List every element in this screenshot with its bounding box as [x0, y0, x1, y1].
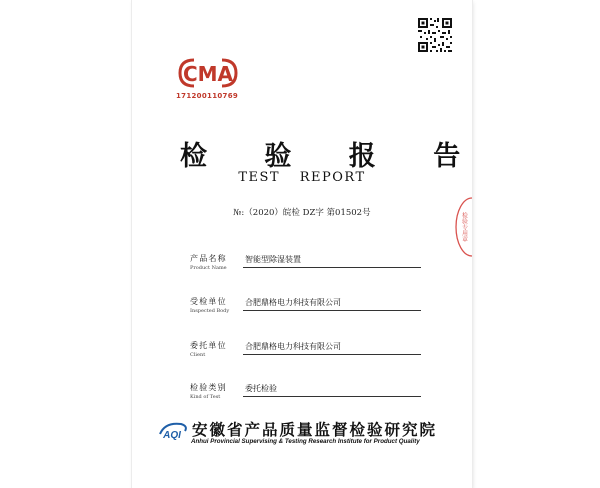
report-cover-page — [132, 0, 485, 488]
cma-certificate-number: 171200110769 — [176, 92, 239, 100]
field-label-en: Kind of Test — [190, 394, 221, 400]
field-client — [190, 340, 440, 366]
field-label: 检验类别 — [190, 383, 227, 392]
field-product-name — [190, 253, 440, 279]
field-inspected-body — [190, 296, 440, 322]
institute-name-chinese: 安徽省产品质量监督检验研究院 — [192, 421, 438, 439]
aqi-logo-icon — [157, 420, 189, 442]
seal-text: 检验专用章 — [460, 212, 468, 242]
field-kind-of-test — [190, 382, 440, 408]
field-label-en: Product Name — [190, 265, 227, 271]
field-label: 委托单位 — [190, 341, 227, 350]
field-value: 智能型除湿装置 — [243, 254, 421, 268]
cma-logo-icon — [176, 56, 240, 90]
field-value: 委托检验 — [243, 383, 421, 397]
qr-code-icon[interactable] — [417, 17, 453, 53]
report-title-english: TEST REPORT — [238, 170, 366, 185]
report-number: №:（2020）皖检 DZ字 第01502号 — [233, 208, 371, 218]
field-label: 受检单位 — [190, 297, 227, 306]
field-label: 产品名称 — [190, 254, 227, 263]
field-label-en: Inspected Body — [190, 308, 230, 314]
field-label-en: Client — [190, 352, 206, 358]
field-value: 合肥鼎格电力科技有限公司 — [243, 341, 421, 355]
field-value: 合肥鼎格电力科技有限公司 — [243, 297, 421, 311]
aqi-logo-text: AQI — [163, 430, 181, 441]
seam-seal-icon — [454, 196, 472, 258]
report-title-chinese: 检 验 报 告 — [180, 141, 485, 172]
cma-mark-text: CMA — [182, 62, 234, 86]
institute-name-english: Anhui Provincial Supervising & Testing Research Institute for Product Quality — [191, 438, 420, 445]
